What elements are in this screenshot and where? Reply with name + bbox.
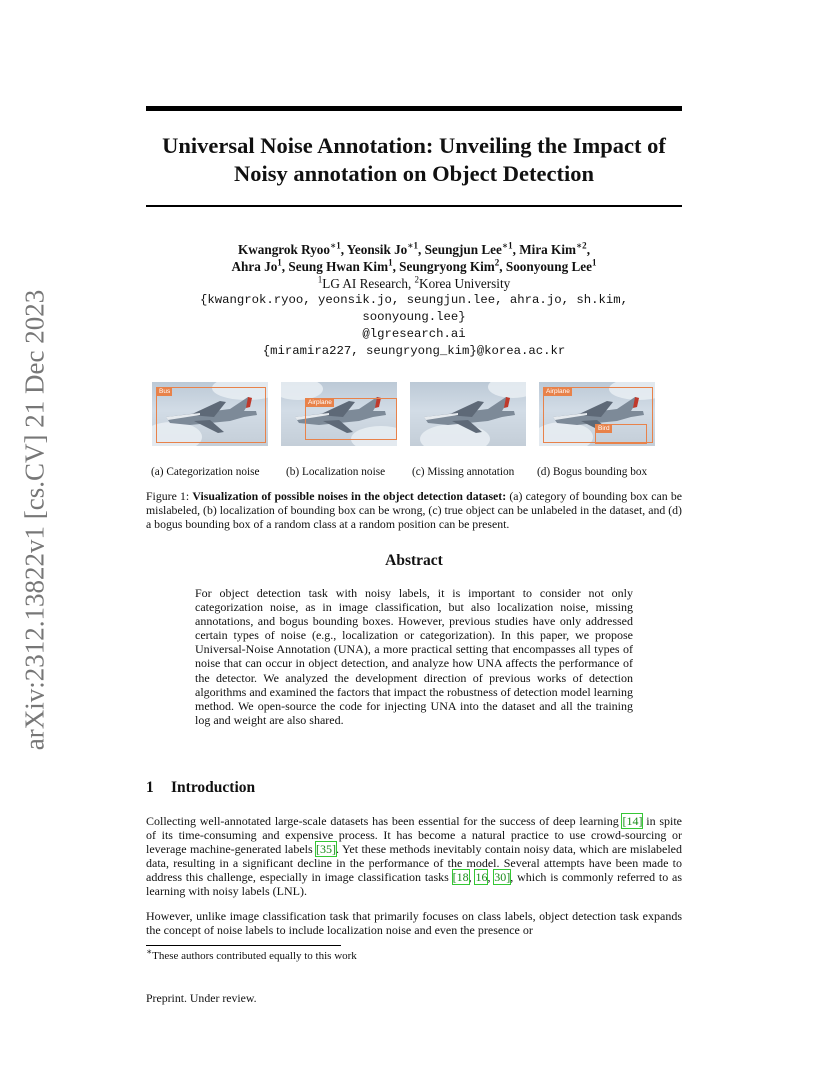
bbox-label-bus: Bus (159, 388, 171, 395)
affiliations (146, 275, 682, 292)
author-name: , Seungjun Lee (417, 242, 502, 257)
figure-caption (146, 489, 682, 531)
author-mark: ∗1 (407, 240, 418, 251)
body-text: in spite of its time-consuming and expensive process. It has become a natural practice to use crowd-sourcing or leverage machine-generated labels (146, 814, 683, 857)
section-heading (146, 779, 255, 797)
author-name: Ahra Jo (231, 259, 278, 274)
citation-link[interactable]: [14] (622, 814, 643, 828)
body-text: , which is commonly referred to as learning with noisy labels (LNL). (146, 870, 683, 899)
abstract-heading: Abstract (385, 552, 443, 569)
citation-link[interactable]: 16 (475, 870, 488, 885)
email-line-3: {miramira227, seungryong_kim}@korea.ac.kr (262, 344, 566, 358)
affil-mark: 2 (414, 274, 420, 285)
affil-text: Korea University (419, 276, 511, 291)
body-text: Collecting well-annotated large-scale datasets has been essential for the success of deep learning (146, 814, 623, 828)
author-name: , Yeonsik Jo (340, 242, 408, 257)
subcaption-b: (b) Localization noise (286, 466, 386, 478)
bbox-bus (156, 387, 266, 443)
email-line-2: @lgresearch.ai (362, 327, 466, 341)
author-block (146, 241, 682, 360)
subcaption-d: (d) Bogus bounding box (537, 466, 648, 478)
body-text: . Yet these methods inevitably contain noisy data, which are mislabeled data, resulting in a significant decline in the performance of the model. Several attempts have been made to address this challenge, especially in image classification tasks (146, 842, 683, 885)
authors-line-1 (146, 241, 682, 258)
bbox-label-bird: Bird (598, 425, 610, 432)
title-bottom-rule (146, 205, 682, 207)
subcaption-a: (a) Categorization noise (151, 466, 260, 478)
abstract-text: For object detection task with noisy labels, it is important to consider not only categorization noise, as in image classification, but also localization noise, missing annotations, and bogus bounding boxes. However, previous studies have only addressed certain types of noise (e.g., localization or categorization). In this paper, we propose Universal-Noise Annotation (UNA), a more practical setting that encompasses all types of noise that can occur in object detection, and analyze how UNA affects the performance of the detector. We analyzed the development direction of previous works of detection algorithms and examined the factors that impact the robustness of detection model learning method. We open-source the code for injecting UNA into the dataset and all the training log and weight are also shared. (195, 586, 633, 727)
email-line-1: {kwangrok.ryoo, yeonsik.jo, seungjun.lee, ahra.jo, sh.kim, soonyoung.lee} (199, 293, 628, 324)
bbox-label-airplane: Airplane (546, 388, 570, 395)
title-line-1: Universal Noise Annotation: Unveiling the Impact of (162, 133, 666, 158)
author-mark: ∗1 (329, 240, 341, 251)
figure-panel-c (410, 382, 526, 446)
footnote-rule (146, 945, 341, 946)
paper-title (146, 132, 682, 188)
airplane-image (418, 389, 518, 439)
citation-link[interactable]: [35] (316, 842, 337, 857)
figure-panel-d (539, 382, 655, 446)
author-name: Kwangrok Ryoo (238, 242, 330, 257)
author-punct: , (586, 242, 590, 257)
section-number: 1 (146, 779, 154, 796)
author-mark: ∗1 (501, 240, 513, 251)
footnote-text: These authors contributed equally to this work (152, 950, 357, 962)
author-mark: 1 (388, 257, 393, 268)
citation-link[interactable]: [18 (452, 870, 469, 885)
author-mark: 2 (494, 257, 500, 268)
figure-panel-a (152, 382, 268, 446)
figure-panel-b (281, 382, 397, 446)
affil-mark: 1 (317, 274, 323, 285)
author-name: , Mira Kim (512, 242, 576, 257)
title-top-rule (146, 106, 682, 111)
body-text: , (468, 870, 476, 885)
arxiv-stamp-text: arXiv:2312.13822v1 [cs.CV] 21 Dec 2023 (19, 289, 50, 751)
title-line-2: Noisy annotation on Object Detection (234, 161, 594, 186)
affil-text: LG AI Research, (322, 276, 415, 291)
caption-bold: Visualization of possible noises in the object detection dataset: (192, 489, 507, 503)
intro-paragraph-2: However, unlike image classification task that primarily focuses on class labels, object detection task expands the concept of noise labels to include localization noise and even the presence or (146, 909, 682, 938)
arxiv-stamp (14, 280, 56, 760)
section-title: Introduction (171, 779, 256, 796)
author-name: , Seungryong Kim (392, 259, 495, 274)
citation-link[interactable]: 30] (494, 870, 511, 885)
bbox-label-airplane: Airplane (308, 399, 332, 406)
author-mark: 1 (591, 257, 597, 268)
author-mark: 1 (277, 257, 282, 268)
author-name: , Soonyoung Lee (499, 259, 592, 274)
author-name: , Seung Hwan Kim (281, 259, 389, 274)
author-mark: ∗2 (575, 240, 587, 251)
subcaption-c: (c) Missing annotation (412, 466, 515, 478)
caption-prefix: Figure 1: (146, 489, 193, 503)
intro-paragraph-1 (146, 814, 682, 899)
footnote-mark: ∗ (146, 946, 153, 957)
footnote (146, 946, 357, 962)
body-text: , (487, 870, 495, 885)
preprint-notice: Preprint. Under review. (146, 991, 257, 1005)
caption-text: (a) category of bounding box can be mislabeled, (b) localization of bounding box can be wrong, (c) true object can be unlabeled in the dataset, and (d) a bogus bounding box of a random class at a random position can be present. (146, 489, 682, 531)
authors-line-2 (146, 258, 682, 275)
